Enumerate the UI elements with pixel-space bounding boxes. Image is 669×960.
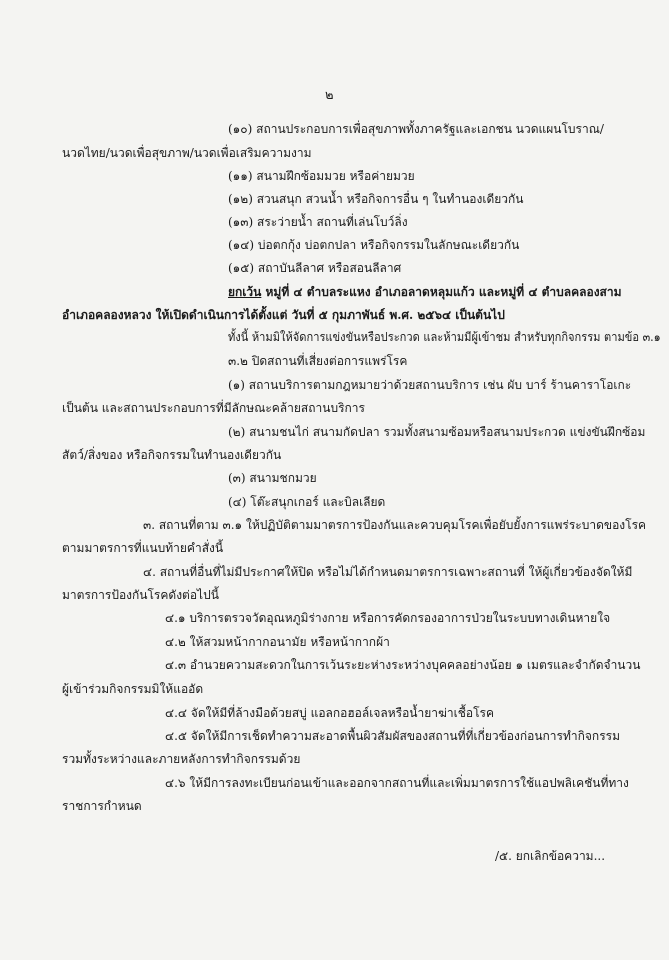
continuation-note: /๕. ยกเลิกข้อความ...: [495, 849, 606, 863]
list-item: ๔.๓ อำนวยความสะดวกในการเว้นระยะห่างระหว่างบุคคลอย่างน้อย ๑ เมตรและจำกัดจำนวน: [165, 658, 641, 672]
list-item: ๔.๕ จัดให้มีการเช็ดทำความสะอาดพื้นผิวสัมผัสของสถานที่ที่เกี่ยวข้องก่อนการทำกิจกรรม: [165, 729, 620, 743]
page-number: ๒: [325, 88, 334, 103]
exception-line-3: ทั้งนี้ ห้ามมิให้จัดการแข่งขันหรือประกวด และห้ามมีผู้เข้าชม สำหรับทุกกิจกรรม ตามข้อ ๓.๑: [228, 330, 661, 344]
list-item: ๔.๑ บริการตรวจวัดอุณหภูมิร่างกาย หรือการคัดกรองอาการป่วยในระบบทางเดินหายใจ: [165, 611, 611, 625]
list-item: เป็นต้น และสถานประกอบการที่มีลักษณะคล้ายสถานบริการ: [62, 401, 365, 415]
exception-line-1: [228, 284, 622, 300]
exception-line-2: อำเภอคลองหลวง ให้เปิดดำเนินการได้ตั้งแต่ วันที่ ๕ กุมภาพันธ์ พ.ศ. ๒๕๖๔ เป็นต้นไป: [62, 308, 505, 322]
list-item: นวดไทย/นวดเพื่อสุขภาพ/นวดเพื่อเสริมความงาม: [62, 146, 312, 160]
list-item: (๑๓) สระว่ายน้ำ สถานที่เล่นโบว์ลิ่ง: [228, 215, 408, 229]
list-item: (๑๕) สถาบันลีลาศ หรือสอนลีลาศ: [228, 261, 402, 275]
list-item: สัตว์/สิ่งของ หรือกิจกรรมในทำนองเดียวกัน: [62, 448, 282, 462]
section-heading: ๓.๒ ปิดสถานที่เสี่ยงต่อการแพร่โรค: [228, 354, 408, 368]
exception-lead: ยกเว้น: [228, 285, 262, 299]
list-item: (๑๒) สวนสนุก สวนน้ำ หรือกิจการอื่น ๆ ในทำนองเดียวกัน: [228, 192, 524, 206]
list-item: (๒) สนามชนไก่ สนามกัดปลา รวมทั้งสนามซ้อมหรือสนามประกวด แข่งขันฝึกซ้อม: [228, 425, 646, 439]
paragraph: ๔. สถานที่อื่นที่ไม่มีประกาศให้ปิด หรือไม่ได้กำหนดมาตรการเฉพาะสถานที่ ให้ผู้เกี่ยวข้องจัดให้มี: [143, 565, 633, 579]
list-item: ๔.๒ ให้สวมหน้ากากอนามัย หรือหน้ากากผ้า: [165, 635, 390, 649]
list-item: (๑๐) สถานประกอบการเพื่อสุขภาพทั้งภาครัฐและเอกชน นวดแผนโบราณ/: [228, 122, 604, 136]
exception-text: หมู่ที่ ๔ ตำบลระแหง อำเภอลาดหลุมแก้ว และหมู่ที่ ๔ ตำบลคลองสาม: [261, 285, 622, 299]
list-item: รวมทั้งระหว่างและภายหลังการทำกิจกรรมด้วย: [62, 752, 301, 766]
list-item: (๑๔) บ่อตกกุ้ง บ่อตกปลา หรือกิจกรรมในลักษณะเดียวกัน: [228, 238, 520, 252]
paragraph: ๓. สถานที่ตาม ๓.๑ ให้ปฏิบัติตามมาตรการป้องกันและควบคุมโรคเพื่อยับยั้งการแพร่ระบาดของโรค: [143, 518, 647, 532]
list-item: (๑) สถานบริการตามกฎหมายว่าด้วยสถานบริการ เช่น ผับ บาร์ ร้านคาราโอเกะ: [228, 378, 632, 392]
list-item: ๔.๖ ให้มีการลงทะเบียนก่อนเข้าและออกจากสถานที่และเพิ่มมาตรการใช้แอปพลิเคชันที่ทาง: [165, 776, 629, 790]
paragraph: ตามมาตรการที่แนบท้ายคำสั่งนี้: [62, 541, 224, 555]
paragraph: มาตรการป้องกันโรคดังต่อไปนี้: [62, 588, 219, 602]
list-item: ราชการกำหนด: [62, 799, 142, 813]
list-item: (๔) โต๊ะสนุกเกอร์ และบิลเลียด: [228, 495, 386, 509]
list-item: (๑๑) สนามฝึกซ้อมมวย หรือค่ายมวย: [228, 169, 415, 183]
list-item: ๔.๔ จัดให้มีที่ล้างมือด้วยสบู่ แอลกอฮอล์เจลหรือน้ำยาฆ่าเชื้อโรค: [165, 706, 495, 720]
list-item: (๓) สนามชกมวย: [228, 471, 317, 485]
list-item: ผู้เข้าร่วมกิจกรรมมิให้แออัด: [62, 682, 204, 696]
